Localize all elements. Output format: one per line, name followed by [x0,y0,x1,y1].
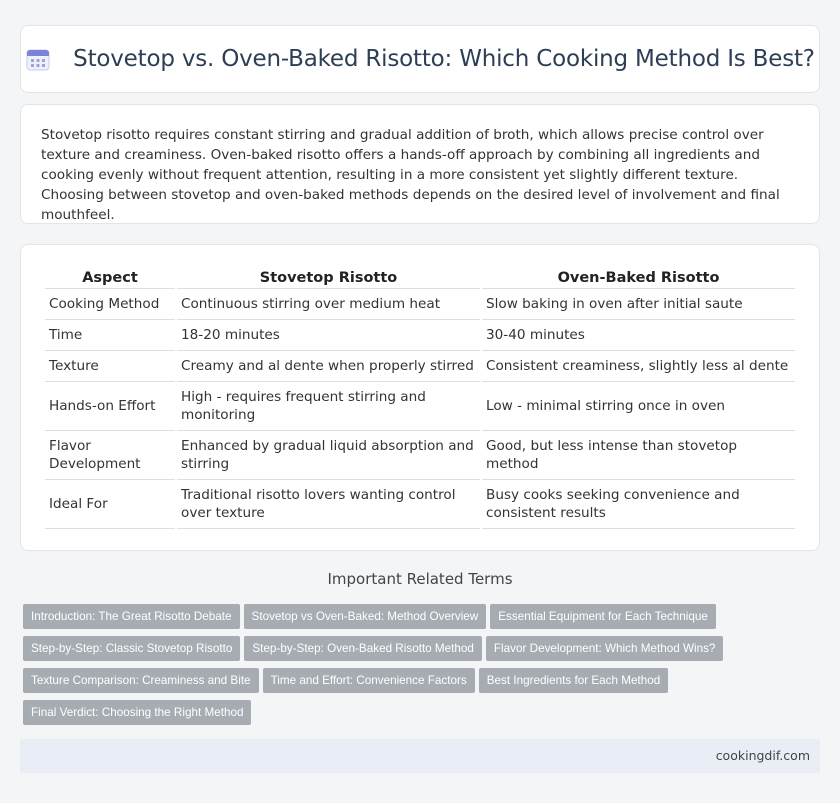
calendar-icon [25,46,51,72]
table-header-row [45,265,795,289]
term-tag[interactable]: Time and Effort: Convenience Factors [263,668,475,693]
related-terms-tags [23,604,823,732]
footer-site-link[interactable]: cookingdif.com [715,748,810,763]
term-tag[interactable]: Step-by-Step: Classic Stovetop Risotto [23,636,240,661]
comparison-table [43,265,797,529]
table-cell-stovetop: Traditional risotto lovers wanting control over texture [177,480,480,529]
table-cell-stovetop: Creamy and al dente when properly stirred [177,351,480,382]
term-tag[interactable]: Step-by-Step: Oven-Baked Risotto Method [244,636,482,661]
term-tag[interactable]: Best Ingredients for Each Method [479,668,668,693]
header-oven: Oven-Baked Risotto [482,265,795,289]
header-stovetop: Stovetop Risotto [177,265,480,289]
term-tag[interactable]: Texture Comparison: Creaminess and Bite [23,668,259,693]
table-cell-aspect: Cooking Method [45,289,175,320]
table-cell-aspect: Flavor Development [45,431,175,480]
comparison-table-card [20,244,820,551]
intro-section [20,104,820,224]
table-cell-oven: Low - minimal stirring once in oven [482,382,795,431]
table-cell-aspect: Ideal For [45,480,175,529]
table-row [45,320,795,351]
table-cell-oven: Consistent creaminess, slightly less al dente [482,351,795,382]
table-cell-oven: Busy cooks seeking convenience and consistent results [482,480,795,529]
table-row [45,382,795,431]
term-tag[interactable]: Flavor Development: Which Method Wins? [486,636,724,661]
table-cell-oven: Good, but less intense than stovetop method [482,431,795,480]
page-title: Stovetop vs. Oven-Baked Risotto: Which Cooking Method Is Best? [73,46,815,72]
table-row [45,289,795,320]
table-cell-stovetop: High - requires frequent stirring and monitoring [177,382,480,431]
table-cell-aspect: Texture [45,351,175,382]
table-row [45,351,795,382]
intro-text: Stovetop risotto requires constant stirring and gradual addition of broth, which allows precise control over texture and creaminess. Oven-baked risotto offers a hands-off approach by combining all ingredients and cooking evenly without frequent attention, resulting in a more consistent yet slightly different texture. Choosing between stovetop and oven-baked methods depends on the desired level of involvement and final mouthfeel. [41,127,780,223]
table-cell-aspect: Hands-on Effort [45,382,175,431]
related-terms-title: Important Related Terms [327,570,513,588]
table-cell-stovetop: 18-20 minutes [177,320,480,351]
table-row [45,480,795,529]
table-cell-oven: 30-40 minutes [482,320,795,351]
term-tag[interactable]: Essential Equipment for Each Technique [490,604,716,629]
footer [20,739,820,773]
table-row [45,431,795,480]
table-cell-oven: Slow baking in oven after initial saute [482,289,795,320]
term-tag[interactable]: Stovetop vs Oven-Baked: Method Overview [244,604,487,629]
page-header [20,25,820,93]
table-cell-stovetop: Enhanced by gradual liquid absorption and stirring [177,431,480,480]
term-tag[interactable]: Introduction: The Great Risotto Debate [23,604,240,629]
table-cell-stovetop: Continuous stirring over medium heat [177,289,480,320]
header-aspect: Aspect [45,265,175,289]
term-tag[interactable]: Final Verdict: Choosing the Right Method [23,700,251,725]
table-cell-aspect: Time [45,320,175,351]
